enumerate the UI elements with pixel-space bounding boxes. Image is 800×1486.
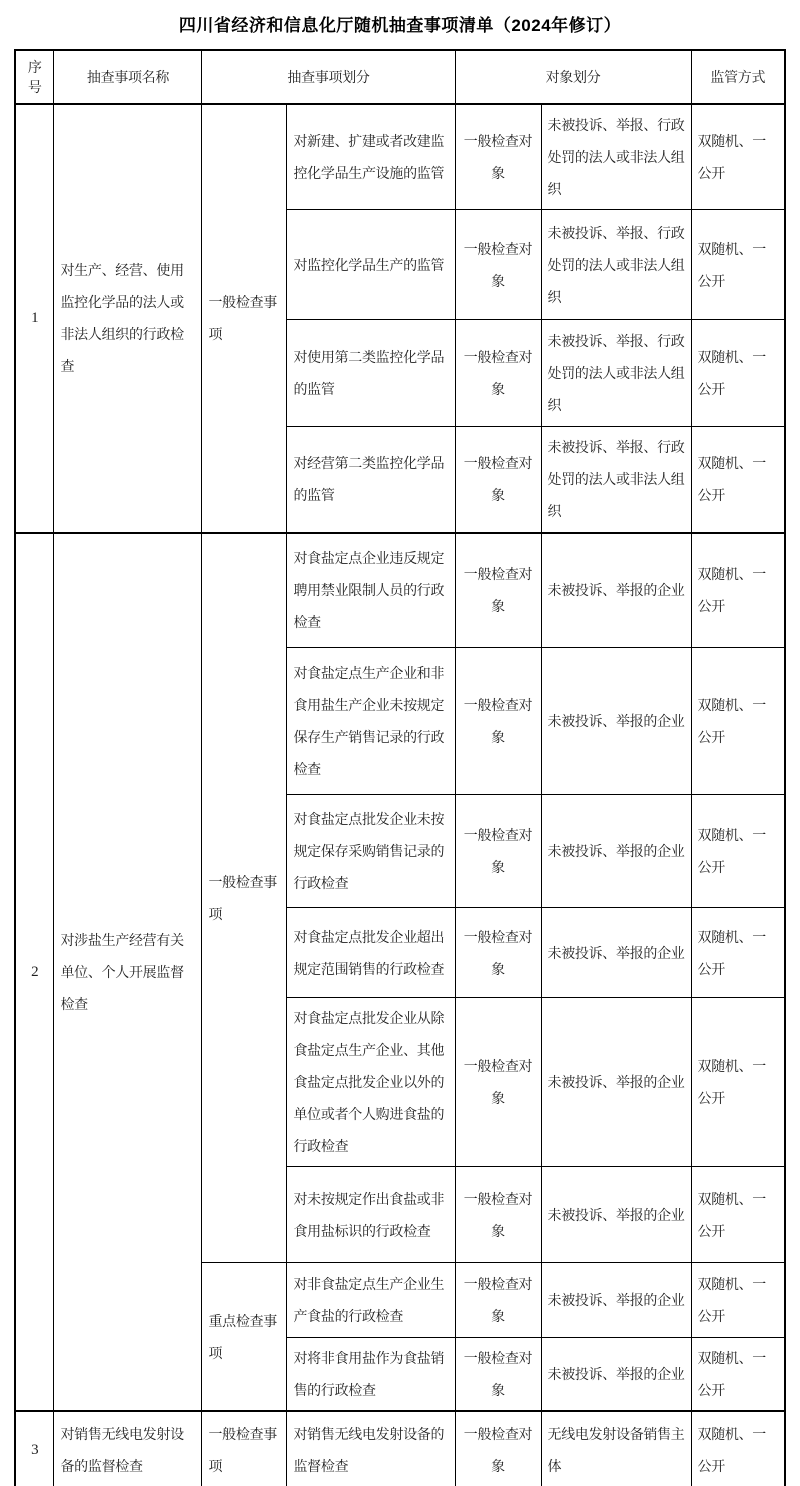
division-cell: 对新建、扩建或者改建监控化学品生产设施的监管 — [287, 104, 455, 210]
object-type-cell: 一般检查对象 — [455, 1263, 541, 1338]
item-name-cell: 对涉盐生产经营有关单位、个人开展监督检查 — [54, 533, 202, 1412]
object-scope-cell: 未被投诉、举报的企业 — [541, 795, 691, 908]
method-cell: 双随机、一公开 — [691, 648, 785, 795]
method-cell: 双随机、一公开 — [691, 1338, 785, 1412]
method-cell: 双随机、一公开 — [691, 795, 785, 908]
method-cell: 双随机、一公开 — [691, 320, 785, 427]
object-type-cell: 一般检查对象 — [455, 427, 541, 533]
method-cell: 双随机、一公开 — [691, 1411, 785, 1486]
seq-cell: 2 — [15, 533, 54, 1412]
division-cell: 对食盐定点企业违反规定聘用禁业限制人员的行政检查 — [287, 533, 455, 648]
object-scope-cell: 未被投诉、举报、行政处罚的法人或非法人组织 — [541, 210, 691, 320]
table-header-row — [15, 50, 785, 104]
category-cell: 一般检查事项 — [202, 533, 287, 1263]
division-cell: 对监控化学品生产的监管 — [287, 210, 455, 320]
item-name-cell: 对生产、经营、使用监控化学品的法人或非法人组织的行政检查 — [54, 104, 202, 533]
category-cell: 一般检查事项 — [202, 1411, 287, 1486]
object-scope-cell: 未被投诉、举报的企业 — [541, 648, 691, 795]
division-cell: 对经营第二类监控化学品的监管 — [287, 427, 455, 533]
object-scope-cell: 未被投诉、举报的企业 — [541, 1338, 691, 1412]
method-cell: 双随机、一公开 — [691, 998, 785, 1167]
object-scope-cell: 未被投诉、举报、行政处罚的法人或非法人组织 — [541, 320, 691, 427]
header-seq: 序号 — [15, 50, 54, 104]
division-cell: 对将非食用盐作为食盐销售的行政检查 — [287, 1338, 455, 1412]
division-cell: 对食盐定点批发企业超出规定范围销售的行政检查 — [287, 908, 455, 998]
page-title: 四川省经济和信息化厅随机抽查事项清单（2024年修订） — [178, 16, 622, 35]
object-type-cell: 一般检查对象 — [455, 1167, 541, 1263]
division-cell: 对使用第二类监控化学品的监管 — [287, 320, 455, 427]
object-scope-cell: 无线电发射设备销售主体 — [541, 1411, 691, 1486]
division-cell: 对食盐定点批发企业未按规定保存采购销售记录的行政检查 — [287, 795, 455, 908]
object-scope-cell: 未被投诉、举报的企业 — [541, 1263, 691, 1338]
division-cell: 对非食盐定点生产企业生产食盐的行政检查 — [287, 1263, 455, 1338]
division-cell: 对食盐定点批发企业从除食盐定点生产企业、其他食盐定点批发企业以外的单位或者个人购进食盐的行政检查 — [287, 998, 455, 1167]
method-cell: 双随机、一公开 — [691, 427, 785, 533]
object-type-cell: 一般检查对象 — [455, 1411, 541, 1486]
object-type-cell: 一般检查对象 — [455, 533, 541, 648]
object-scope-cell: 未被投诉、举报的企业 — [541, 533, 691, 648]
method-cell: 双随机、一公开 — [691, 1167, 785, 1263]
method-cell: 双随机、一公开 — [691, 210, 785, 320]
object-scope-cell: 未被投诉、举报的企业 — [541, 908, 691, 998]
object-type-cell: 一般检查对象 — [455, 104, 541, 210]
object-type-cell: 一般检查对象 — [455, 795, 541, 908]
table-row — [15, 533, 785, 648]
division-cell: 对未按规定作出食盐或非食用盐标识的行政检查 — [287, 1167, 455, 1263]
object-type-cell: 一般检查对象 — [455, 210, 541, 320]
table-row — [15, 104, 785, 210]
header-name: 抽查事项名称 — [54, 50, 202, 104]
method-cell: 双随机、一公开 — [691, 104, 785, 210]
seq-cell: 3 — [15, 1411, 54, 1486]
division-cell: 对销售无线电发射设备的监督检查 — [287, 1411, 455, 1486]
header-method: 监管方式 — [691, 50, 785, 104]
category-cell: 重点检查事项 — [202, 1263, 287, 1412]
method-cell: 双随机、一公开 — [691, 1263, 785, 1338]
object-type-cell: 一般检查对象 — [455, 1338, 541, 1412]
table-row — [15, 1411, 785, 1486]
header-division: 抽查事项划分 — [202, 50, 455, 104]
object-scope-cell: 未被投诉、举报、行政处罚的法人或非法人组织 — [541, 427, 691, 533]
category-cell: 一般检查事项 — [202, 104, 287, 533]
method-cell: 双随机、一公开 — [691, 533, 785, 648]
seq-cell: 1 — [15, 104, 54, 533]
object-type-cell: 一般检查对象 — [455, 998, 541, 1167]
object-scope-cell: 未被投诉、举报、行政处罚的法人或非法人组织 — [541, 104, 691, 210]
object-scope-cell: 未被投诉、举报的企业 — [541, 998, 691, 1167]
object-type-cell: 一般检查对象 — [455, 320, 541, 427]
division-cell: 对食盐定点生产企业和非食用盐生产企业未按规定保存生产销售记录的行政检查 — [287, 648, 455, 795]
inspection-table — [14, 49, 786, 1486]
object-type-cell: 一般检查对象 — [455, 648, 541, 795]
header-object: 对象划分 — [455, 50, 691, 104]
method-cell: 双随机、一公开 — [691, 908, 785, 998]
object-scope-cell: 未被投诉、举报的企业 — [541, 1167, 691, 1263]
item-name-cell: 对销售无线电发射设备的监督检查 — [54, 1411, 202, 1486]
object-type-cell: 一般检查对象 — [455, 908, 541, 998]
